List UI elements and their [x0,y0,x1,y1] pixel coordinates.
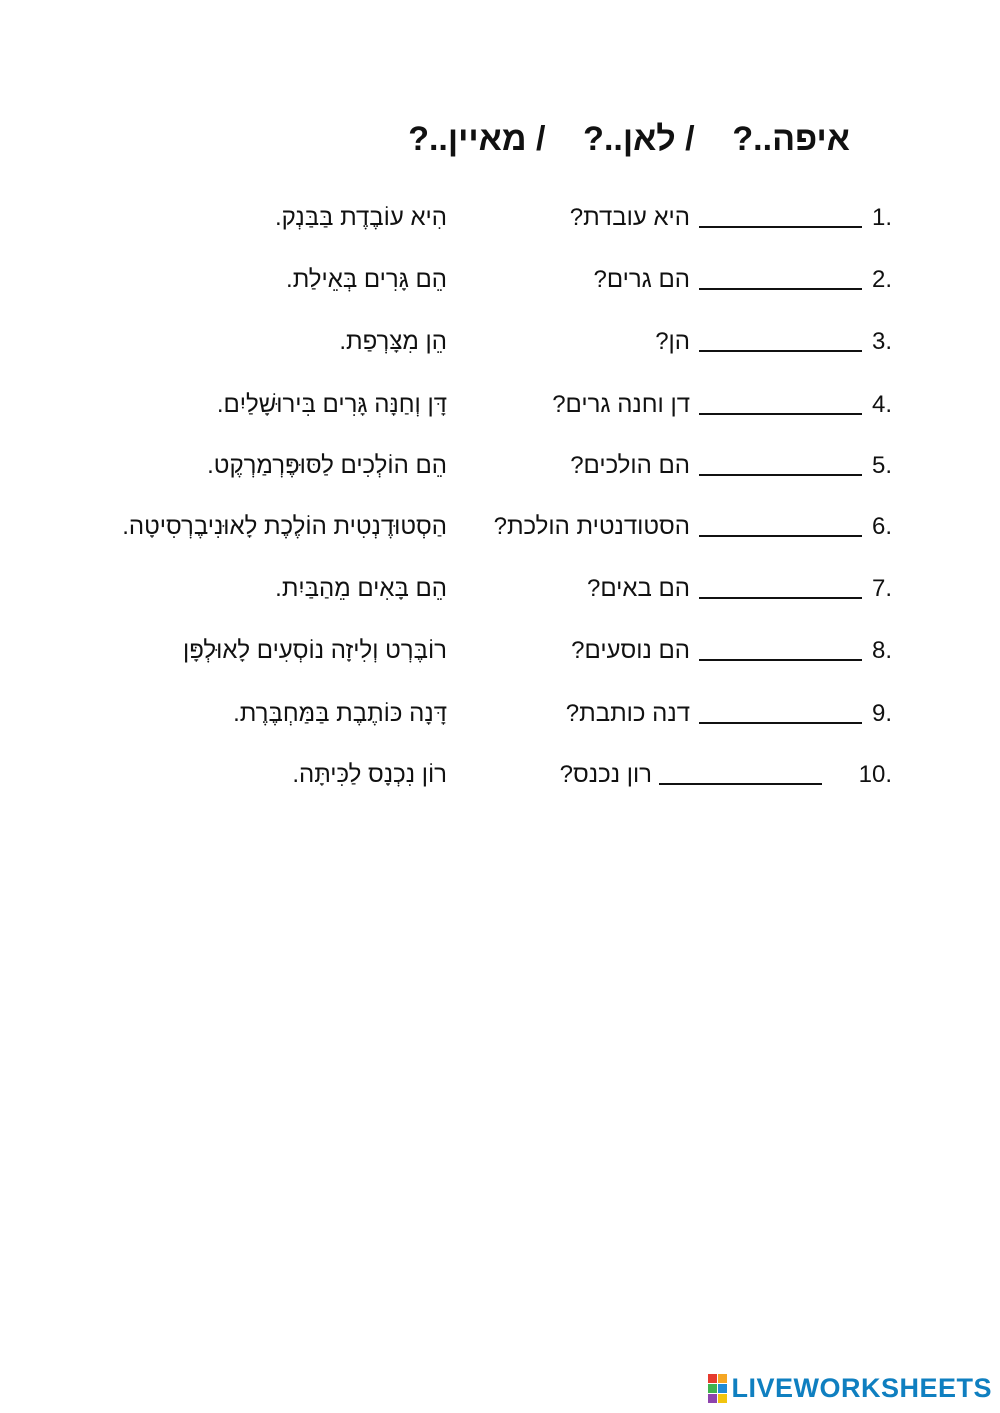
exercise-row [0,198,1000,238]
item-number: 4. [871,391,892,418]
exercise-row [0,507,1000,547]
answer-sentence: רוֹבֶּרְט וְלִיזָה נוֹסְעִים לָאוּלְפָּן [182,637,447,664]
item-number: 7. [871,575,892,602]
answer-blank[interactable] [659,783,822,785]
logo-square [708,1384,717,1393]
answer-blank[interactable] [699,535,862,537]
answer-blank[interactable] [699,226,862,228]
item-number: 2. [871,266,892,293]
exercise-row [0,569,1000,609]
item-number: 1. [871,204,892,231]
answer-sentence: רוֹן נִכְנָס לַכִּיתָּה. [292,761,447,788]
exercise-row [0,260,1000,300]
item-number: 3. [871,328,892,355]
answer-sentence: הֵם הוֹלְכִים לַסּוּפֶּרְמַרְקֶט. [207,452,447,479]
answer-sentence: הֵם בָּאִים מֵהַבַּיִת. [275,575,447,602]
item-number: 8. [871,637,892,664]
logo-square [718,1394,727,1403]
question-text: הם גרים? [593,266,690,293]
exercise-row [0,322,1000,362]
answer-sentence: הֵם גָּרִים בְּאֵילַת. [286,266,447,293]
answer-sentence: דָּנָה כּוֹתֶבֶת בַּמַּחְבֶּרֶת. [233,700,447,727]
answer-blank[interactable] [699,722,862,724]
answer-sentence: הִיא עוֹבֶדֶת בַּבַּנְק. [275,204,447,231]
item-number: 6. [871,513,892,540]
exercise-row [0,694,1000,734]
exercise-row [0,631,1000,671]
question-text: דן וחנה גרים? [552,391,690,418]
question-text: הם נוסעים? [571,637,690,664]
answer-blank[interactable] [699,413,862,415]
question-text: דנה כותבת? [565,700,690,727]
item-number: 5. [871,452,892,479]
answer-blank[interactable] [699,350,862,352]
item-number: 9. [871,700,892,727]
worksheet-title: איפה..? / לאן..? / מאיין..? [408,120,850,158]
question-text: הן? [655,328,690,355]
item-number: 10. [858,761,892,788]
logo-square [718,1374,727,1383]
question-text: רון נכנס? [559,761,652,788]
exercise-row [0,446,1000,486]
logo-grid-icon [708,1374,727,1403]
exercise-row [0,385,1000,425]
answer-sentence: הַסְטוּדֶנְטִית הוֹלֶכֶת לָאוּנִיבֶרְסִיטָה. [122,513,447,540]
question-text: הסטודנטית הולכת? [493,513,690,540]
question-text: הם הולכים? [570,452,690,479]
question-text: הם באים? [587,575,690,602]
question-text: היא עובדת? [569,204,690,231]
logo-square [708,1394,717,1403]
brand-name: LIVEWORKSHEETS [731,1372,992,1403]
liveworksheets-logo [708,1373,992,1403]
logo-square [708,1374,717,1383]
answer-blank[interactable] [699,597,862,599]
answer-sentence: הֵן מִצָּרְפַת. [339,328,447,355]
answer-blank[interactable] [699,288,862,290]
logo-square [718,1384,727,1393]
answer-blank[interactable] [699,474,862,476]
answer-blank[interactable] [699,659,862,661]
answer-sentence: דָּן וְחַנָּה גָּרִים בִּירוּשָׁלַיִם. [216,391,447,418]
exercise-row [0,755,1000,795]
